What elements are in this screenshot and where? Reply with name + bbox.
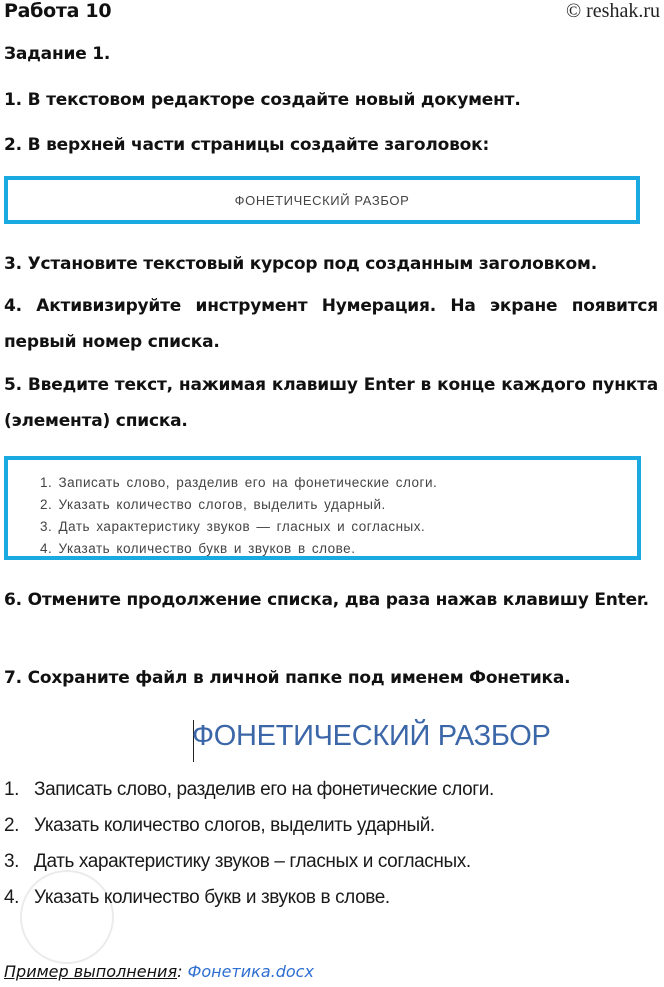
sample-list-item: 2. Указать количество слогов, выделить ударный. [40, 497, 386, 512]
step-5: 5. Введите текст, нажимая клавишу Enter в конце каждого пункта (элемента) списка. [4, 375, 658, 431]
sample-list-item: 3. Дать характеристику звуков — гласных и согласных. [40, 519, 426, 534]
example-footer: Пример выполнения: Фонетика.docx [4, 962, 314, 981]
step-2: 2. В верхней части страницы создайте заголовок: [4, 135, 490, 155]
step-7: 7. Сохраните файл в личной папке под именем Фонетика. [4, 668, 571, 688]
file-link[interactable]: Фонетика.docx [187, 962, 314, 981]
list-item: 2. Указать количество слогов, выделить ударный. [4, 815, 435, 836]
list-item: 4. Указать количество букв и звуков в слове. [4, 887, 390, 908]
result-heading: ФОНЕТИЧЕСКИЙ РАЗБОР [192, 720, 551, 752]
step-6: 6. Отмените продолжение списка, два раза нажав клавишу Enter. [4, 590, 649, 610]
step-4: 4. Активизируйте инструмент Нумерация. На экране появится первый номер списка. [4, 296, 658, 352]
result-numbered-list [4, 772, 494, 916]
step-1: 1. В текстовом редакторе создайте новый документ. [4, 90, 521, 110]
list-item: 1. Записать слово, разделив его на фонетические слоги. [4, 779, 494, 800]
list-item: 3. Дать характеристику звуков – гласных и согласных. [4, 851, 471, 872]
step-3: 3. Установите текстовый курсор под созданным заголовком. [4, 254, 597, 274]
sample-list-item: 1. Записать слово, разделив его на фонетические слоги. [40, 475, 438, 490]
page-title: Работа 10 [4, 0, 112, 22]
example-label: Пример выполнения [4, 962, 178, 981]
sample-list-box [4, 456, 641, 560]
sample-heading-box [4, 176, 640, 224]
sample-list-item: 4. Указать количество букв и звуков в слове. [40, 541, 356, 556]
task-heading: Задание 1. [4, 44, 111, 64]
sample-heading-text: ФОНЕТИЧЕСКИЙ РАЗБОР [234, 192, 410, 208]
copyright-notice: © reshak.ru [565, 0, 660, 22]
